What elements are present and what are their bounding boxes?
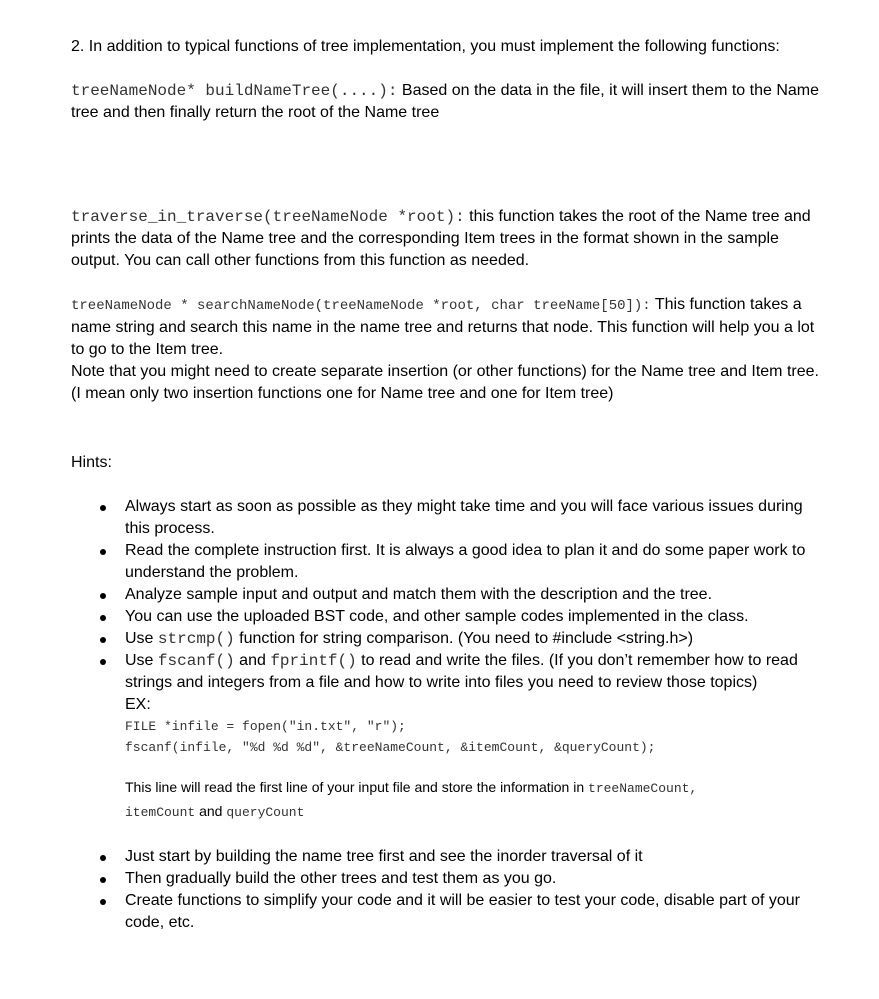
code-line: FILE *infile = fopen("in.txt", "r"); xyxy=(125,719,406,734)
hints-heading: Hints: xyxy=(71,454,112,471)
inline-code: queryCount xyxy=(226,805,305,820)
item-text: Use xyxy=(125,630,158,647)
insertion-note: Note that you might need to create separate insertion (or other functions) for the Name tree and Item tree. (I mean only two insertion functions one for Name tree and one for Item tree) xyxy=(71,363,819,402)
function-description: Based on the data in the file, it will insert them to the Name tree and then finally return the root of the Name tree xyxy=(71,82,820,121)
example-note xyxy=(125,776,831,824)
list-item: Just start by building the name tree first and see the inorder traversal of it xyxy=(71,846,831,868)
document-page xyxy=(71,36,831,934)
list-item: Create functions to simplify your code and it will be easier to test your code, disable part of your code, etc. xyxy=(71,890,831,934)
inline-code: treeNameCount, xyxy=(588,781,698,796)
function-traverse xyxy=(71,206,831,272)
function-signature: treeNameNode* buildNameTree(....): xyxy=(71,82,398,100)
item-text: Use xyxy=(125,652,158,669)
section-intro: 2. In addition to typical functions of tree implementation, you must implement the following functions: xyxy=(71,38,780,55)
inline-code: itemCount xyxy=(125,805,196,820)
list-item xyxy=(71,628,831,650)
inline-code: fprintf() xyxy=(270,652,357,670)
function-description: this function takes the root of the Name tree and prints the data of the Name tree and the corresponding Item trees in the format shown in the sample output. You can call other functions from this function as needed. xyxy=(71,208,811,269)
list-item: Then gradually build the other trees and test them as you go. xyxy=(71,868,831,890)
list-item: You can use the uploaded BST code, and other sample codes implemented in the class. xyxy=(71,606,831,628)
function-signature: treeNameNode * searchNameNode(treeNameNode *root, char treeName[50]): xyxy=(71,298,651,314)
item-text: function for string comparison. (You need to #include <string.h>) xyxy=(234,630,694,647)
item-text: and xyxy=(234,652,271,669)
list-item: Always start as soon as possible as they might take time and you will face various issues during this process. xyxy=(71,496,831,540)
list-item: Read the complete instruction first. It is always a good idea to plan it and do some paper work to understand the problem. xyxy=(71,540,831,584)
inline-code: strcmp() xyxy=(157,630,235,648)
code-example xyxy=(125,716,831,758)
function-build-name-tree xyxy=(71,80,831,124)
function-description: This function takes a name string and search this name in the name tree and returns that node. This function will help you a lot to go to the Item tree. xyxy=(71,296,815,358)
note-text: This line will read the first line of your input file and store the information in xyxy=(125,779,589,795)
inline-code: fscanf() xyxy=(157,652,235,670)
list-item: Analyze sample input and output and match them with the description and the tree. xyxy=(71,584,831,606)
example-label: EX: xyxy=(125,696,151,713)
list-item xyxy=(71,650,831,824)
code-line: fscanf(infile, "%d %d %d", &treeNameCount, &itemCount, &queryCount); xyxy=(125,740,656,755)
item-text: to read and write the files. (If you don’t remember how to read strings and integers from a file and how to write into files you need to review those topics) xyxy=(125,652,798,691)
function-signature: traverse_in_traverse(treeNameNode *root): xyxy=(71,208,465,226)
function-search-name-node xyxy=(71,294,831,361)
note-text: and xyxy=(195,803,227,819)
hints-list xyxy=(71,496,831,934)
